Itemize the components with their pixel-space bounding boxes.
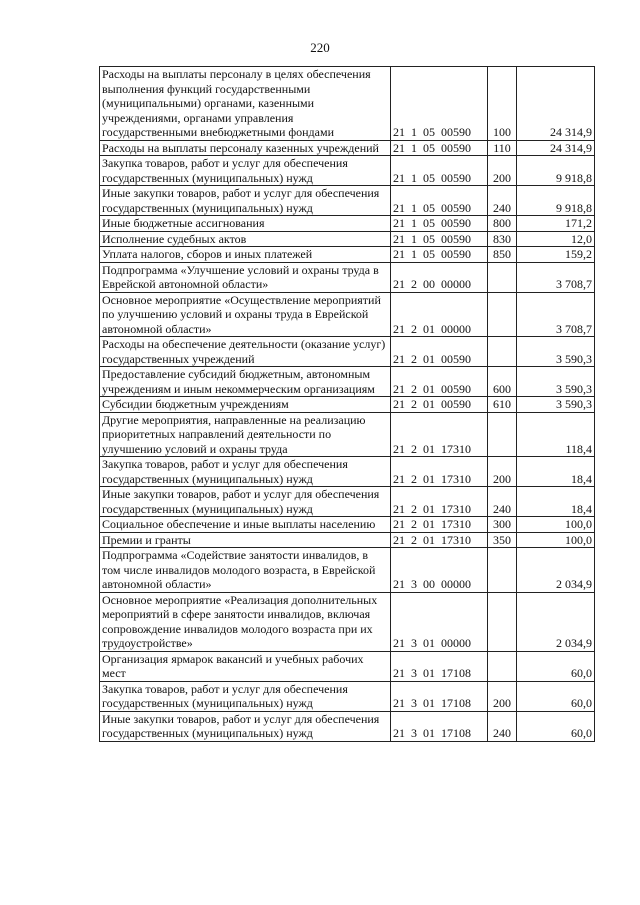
row-type: 350 bbox=[488, 532, 517, 548]
row-name: Иные закупки товаров, работ и услуг для обеспечения государственных (муниципальных) нужд bbox=[100, 711, 391, 741]
row-type bbox=[488, 592, 517, 651]
table-row bbox=[100, 487, 595, 517]
row-name: Расходы на выплаты персоналу казенных учреждений bbox=[100, 140, 391, 156]
row-amount: 9 918,8 bbox=[517, 186, 595, 216]
row-amount: 60,0 bbox=[517, 711, 595, 741]
row-type: 240 bbox=[488, 487, 517, 517]
table-row bbox=[100, 247, 595, 263]
row-name: Иные закупки товаров, работ и услуг для обеспечения государственных (муниципальных) нужд bbox=[100, 186, 391, 216]
row-type: 300 bbox=[488, 517, 517, 533]
row-type: 830 bbox=[488, 231, 517, 247]
row-amount: 3 708,7 bbox=[517, 262, 595, 292]
row-code: 21 2 01 17310 bbox=[391, 487, 488, 517]
table-row bbox=[100, 156, 595, 186]
row-code: 21 1 05 00590 bbox=[391, 140, 488, 156]
table-row bbox=[100, 231, 595, 247]
row-name: Иные бюджетные ассигнования bbox=[100, 216, 391, 232]
table-row bbox=[100, 548, 595, 593]
row-code: 21 1 05 00590 bbox=[391, 247, 488, 263]
row-type bbox=[488, 651, 517, 681]
row-name: Закупка товаров, работ и услуг для обеспечения государственных (муниципальных) нужд bbox=[100, 457, 391, 487]
row-type: 200 bbox=[488, 681, 517, 711]
row-name: Основное мероприятие «Реализация дополнительных мероприятий в сфере занятости инвалидов, включая сопровождение инвалидов молодого возраста при их трудоустройстве» bbox=[100, 592, 391, 651]
row-name: Подпрограмма «Улучшение условий и охраны труда в Еврейской автономной области» bbox=[100, 262, 391, 292]
row-name: Предоставление субсидий бюджетным, автономным учреждениям и иным некоммерческим организациям bbox=[100, 367, 391, 397]
row-amount: 60,0 bbox=[517, 651, 595, 681]
row-amount: 9 918,8 bbox=[517, 156, 595, 186]
row-code: 21 1 05 00590 bbox=[391, 156, 488, 186]
row-code: 21 3 00 00000 bbox=[391, 548, 488, 593]
row-amount: 2 034,9 bbox=[517, 548, 595, 593]
row-name: Расходы на обеспечение деятельности (оказание услуг) государственных учреждений bbox=[100, 337, 391, 367]
table-row bbox=[100, 216, 595, 232]
row-code: 21 2 01 00590 bbox=[391, 367, 488, 397]
row-code: 21 2 00 00000 bbox=[391, 262, 488, 292]
table-row bbox=[100, 397, 595, 413]
row-name: Другие мероприятия, направленные на реализацию приоритетных направлений деятельности по улучшению условий и охраны труда bbox=[100, 412, 391, 457]
row-type: 200 bbox=[488, 156, 517, 186]
row-amount: 3 590,3 bbox=[517, 397, 595, 413]
row-type bbox=[488, 548, 517, 593]
row-type: 200 bbox=[488, 457, 517, 487]
row-name: Основное мероприятие «Осуществление мероприятий по улучшению условий и охраны труда в Еврейской автономной области» bbox=[100, 292, 391, 337]
row-type: 240 bbox=[488, 186, 517, 216]
row-name: Закупка товаров, работ и услуг для обеспечения государственных (муниципальных) нужд bbox=[100, 156, 391, 186]
row-code: 21 1 05 00590 bbox=[391, 216, 488, 232]
row-name: Субсидии бюджетным учреждениям bbox=[100, 397, 391, 413]
row-amount: 159,2 bbox=[517, 247, 595, 263]
row-amount: 2 034,9 bbox=[517, 592, 595, 651]
row-type: 110 bbox=[488, 140, 517, 156]
row-code: 21 2 01 00000 bbox=[391, 292, 488, 337]
row-code: 21 2 01 00590 bbox=[391, 397, 488, 413]
row-name: Премии и гранты bbox=[100, 532, 391, 548]
row-amount: 118,4 bbox=[517, 412, 595, 457]
row-amount: 3 708,7 bbox=[517, 292, 595, 337]
table-row bbox=[100, 140, 595, 156]
row-amount: 18,4 bbox=[517, 487, 595, 517]
row-code: 21 3 01 17108 bbox=[391, 711, 488, 741]
row-type bbox=[488, 337, 517, 367]
table-row bbox=[100, 337, 595, 367]
row-type bbox=[488, 262, 517, 292]
row-name: Иные закупки товаров, работ и услуг для обеспечения государственных (муниципальных) нужд bbox=[100, 487, 391, 517]
table-row bbox=[100, 262, 595, 292]
row-amount: 60,0 bbox=[517, 681, 595, 711]
row-name: Социальное обеспечение и иные выплаты населению bbox=[100, 517, 391, 533]
table-row bbox=[100, 532, 595, 548]
row-type: 240 bbox=[488, 711, 517, 741]
row-amount: 18,4 bbox=[517, 457, 595, 487]
row-name: Уплата налогов, сборов и иных платежей bbox=[100, 247, 391, 263]
table-row bbox=[100, 517, 595, 533]
row-amount: 12,0 bbox=[517, 231, 595, 247]
table-row bbox=[100, 651, 595, 681]
row-type bbox=[488, 292, 517, 337]
table-row bbox=[100, 186, 595, 216]
row-code: 21 2 01 17310 bbox=[391, 457, 488, 487]
row-code: 21 1 05 00590 bbox=[391, 67, 488, 141]
row-type bbox=[488, 412, 517, 457]
row-code: 21 2 01 00590 bbox=[391, 337, 488, 367]
row-code: 21 2 01 17310 bbox=[391, 517, 488, 533]
row-type: 100 bbox=[488, 67, 517, 141]
row-type: 610 bbox=[488, 397, 517, 413]
table-row bbox=[100, 292, 595, 337]
page-number: 220 bbox=[310, 40, 330, 55]
row-type: 850 bbox=[488, 247, 517, 263]
row-amount: 100,0 bbox=[517, 517, 595, 533]
row-name: Расходы на выплаты персоналу в целях обеспечения выполнения функций государственными (муниципальными) органами, казенными учреждениями, органами управления государственными внебюджетными фондами bbox=[100, 67, 391, 141]
table-row bbox=[100, 681, 595, 711]
row-amount: 171,2 bbox=[517, 216, 595, 232]
row-type: 600 bbox=[488, 367, 517, 397]
row-amount: 24 314,9 bbox=[517, 140, 595, 156]
table-row bbox=[100, 592, 595, 651]
row-code: 21 3 01 17108 bbox=[391, 651, 488, 681]
table-row bbox=[100, 711, 595, 741]
row-code: 21 1 05 00590 bbox=[391, 186, 488, 216]
budget-table bbox=[99, 66, 595, 742]
row-code: 21 2 01 17310 bbox=[391, 532, 488, 548]
table-row bbox=[100, 412, 595, 457]
row-code: 21 2 01 17310 bbox=[391, 412, 488, 457]
row-code: 21 3 01 00000 bbox=[391, 592, 488, 651]
table-row bbox=[100, 457, 595, 487]
row-name: Подпрограмма «Содействие занятости инвалидов, в том числе инвалидов молодого возраста, в Еврейской автономной области» bbox=[100, 548, 391, 593]
row-code: 21 1 05 00590 bbox=[391, 231, 488, 247]
table-row bbox=[100, 67, 595, 141]
row-amount: 3 590,3 bbox=[517, 337, 595, 367]
row-amount: 3 590,3 bbox=[517, 367, 595, 397]
row-name: Организация ярмарок вакансий и учебных рабочих мест bbox=[100, 651, 391, 681]
row-amount: 24 314,9 bbox=[517, 67, 595, 141]
row-type: 800 bbox=[488, 216, 517, 232]
row-amount: 100,0 bbox=[517, 532, 595, 548]
row-code: 21 3 01 17108 bbox=[391, 681, 488, 711]
row-name: Исполнение судебных актов bbox=[100, 231, 391, 247]
row-name: Закупка товаров, работ и услуг для обеспечения государственных (муниципальных) нужд bbox=[100, 681, 391, 711]
table-row bbox=[100, 367, 595, 397]
